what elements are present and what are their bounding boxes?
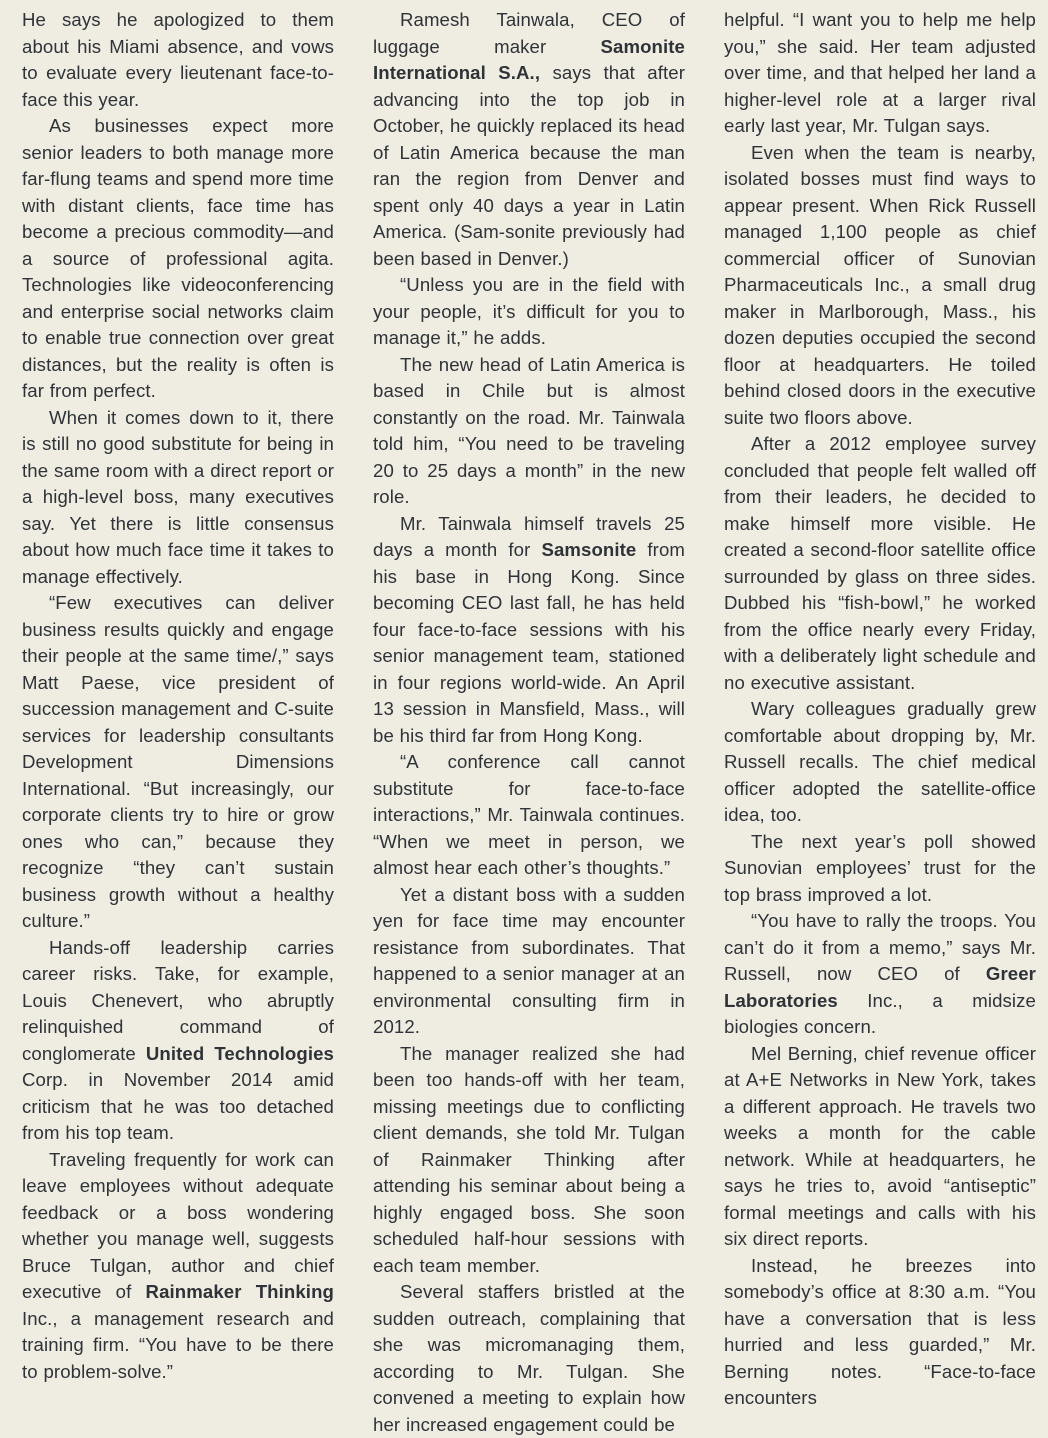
text-run: The manager realized she had been too hands-off with her team, missing meetings due to conflicting client demands, she told Mr. Tulgan of Rainmaker Thinking after attending his seminar about being a highly engaged boss. She soon scheduled half-hour sessions with each team member. [373,1042,685,1276]
paragraph [373,882,685,1041]
text-run: Inc., a midsize biologies concern. [724,989,1036,1037]
company-name-bold: Greer Laboratories [724,963,1036,1011]
company-name-bold: Samsonite [541,539,637,560]
text-run: Mel Berning, chief revenue officer at A+E Networks in New York, takes a different approach. He travels two weeks a month for the cable network. While at headquarters, he says he tries to, avoid “antiseptic” formal meetings and calls with his six direct reports. [724,1042,1036,1249]
text-run: Mr. Tainwala himself travels 25 days a month for [373,512,685,560]
text-run: Wary colleagues gradually grew comfortable about dropping by, Mr. Russell recalls. The chief medical officer adopted the satellite-office idea, too. [724,698,1036,825]
paragraph [724,829,1036,909]
text-run: Instead, he breezes into somebody’s office at 8:30 a.m. “You have a conversation that is less hurried and less guarded,” Mr. Berning notes. “Face-to-face encounters [724,1254,1036,1408]
text-run: After a 2012 employee survey concluded that people felt walled off from their leaders, he decided to make himself more visible. He created a second-floor satellite office surrounded by glass on three sides. Dubbed his “fish-bowl,” he worked from the office nearly every Friday, with a deliberately light schedule and no executive assistant. [724,433,1036,693]
article-column-2 [373,7,685,1438]
text-run: “You have to rally the troops. You can’t do it from a memo,” says Mr. Russell, now CEO of [724,910,1036,984]
company-name-bold: Rainmaker Thinking [145,1281,334,1302]
paragraph [22,590,334,935]
text-run: Yet a distant boss with a sudden yen for face time may encounter resistance from subordinates. That happened to a senior manager at an environmental consulting firm in 2012. [373,883,685,1037]
text-run: Corp. in November 2014 amid criticism that he was too detached from his top team. [22,1069,334,1143]
paragraph [724,431,1036,696]
paragraph [22,935,334,1147]
paragraph [22,1147,334,1386]
text-run: The next year’s poll showed Sunovian employees’ trust for the top brass improved a lot. [724,830,1036,905]
text-run: Inc., a management research and training firm. “You have to be there to problem-solve.” [22,1307,334,1382]
text-run: The new head of Latin America is based in Chile but is almost constantly on the road. Mr. Tainwala told him, “You need to be traveling 20 to 25 days a month” in the new role. [373,353,685,507]
paragraph [373,511,685,750]
text-run: helpful. “I want you to help me help you,” she said. Her team adjusted over time, and that helped her land a higher-level role at a larger rival early last year, Mr. Tulgan says. [724,9,1036,136]
text-run: Hands-off leadership carries career risks. Take, for example, Louis Chenevert, who abruptly relinquished command of conglomerate [22,936,334,1064]
paragraph [724,1041,1036,1253]
text-run: As businesses expect more senior leaders to both manage more far-flung teams and spend more time with distant clients, face time has become a precious commodity—and a source of professional agita. Technologies like videoconferencing and enterprise social networks claim to enable true connection over great distances, but the reality is often is far from perfect. [22,115,334,401]
paragraph [724,7,1036,140]
paragraph [373,7,685,272]
text-run: “Unless you are in the field with your people, it’s difficult for you to manage it,” he adds. [373,274,685,348]
text-run: “A conference call cannot substitute for face-to-face interactions,” Mr. Tainwala continues. “When we meet in person, we almost hear each other’s thoughts.” [373,751,685,878]
paragraph [724,1253,1036,1412]
article-column-3 [724,7,1036,1438]
company-name-bold: United Technologies [145,1042,334,1064]
text-run: Ramesh Tainwala, CEO of luggage maker [373,9,685,57]
paragraph [22,113,334,405]
paragraph [373,272,685,352]
text-run: from his base in Hong Kong. Since becoming CEO last fall, he has held four face-to-face sessions with his senior management team, stationed in four regions world-wide. An April 13 session in Mansfield, Mass., will be his third far from Hong Kong. [373,539,685,746]
paragraph [373,749,685,882]
text-run: Even when the team is nearby, isolated bosses must find ways to appear present. When Rick Russell managed 1,100 people as chief commercial officer of Sunovian Pharmaceuticals Inc., a small drug maker in Marlborough, Mass., his dozen deputies occupied the second floor at headquarters. He toiled behind closed doors in the executive suite two floors above. [724,141,1036,428]
paragraph [373,352,685,511]
paragraph [724,140,1036,432]
paragraph [373,1041,685,1280]
text-run: When it comes down to it, there is still no good substitute for being in the same room with a direct report or a high-level boss, many executives say. Yet there is little consensus about how much face time it takes to manage effectively. [22,406,334,587]
article-column-1 [22,7,334,1438]
text-run: Several staffers bristled at the sudden outreach, complaining that she was micromanaging them, according to Mr. Tulgan. She convened a meeting to explain how her increased engagement could be [373,1281,685,1435]
text-run: Traveling frequently for work can leave employees without adequate feedback or a boss wondering whether you manage well, suggests Bruce Tulgan, author and chief executive of [22,1148,334,1302]
text-run: says that after advancing into the top job in October, he quickly replaced its head of Latin America because the man ran the region from Denver and spent only 40 days a year in Latin America. (Sam-sonite previously had been based in Denver.) [373,62,685,269]
text-run: “Few executives can deliver business results quickly and engage their people at the same time/,” says Matt Paese, vice president of succession management and C-suite services for leadership consultants Development Dimensions International. “But increasingly, our corporate clients try to hire or grow ones who can,” because they recognize “they can’t sustain business growth without a healthy culture.” [22,592,334,931]
paragraph [724,696,1036,829]
paragraph [22,7,334,113]
paragraph [373,1279,685,1438]
paragraph [22,405,334,591]
company-name-bold: Samonite International S.A., [373,35,685,83]
text-run: He says he apologized to them about his Miami absence, and vows to evaluate every lieutenant face-to-face this year. [22,9,334,110]
paragraph [724,908,1036,1041]
